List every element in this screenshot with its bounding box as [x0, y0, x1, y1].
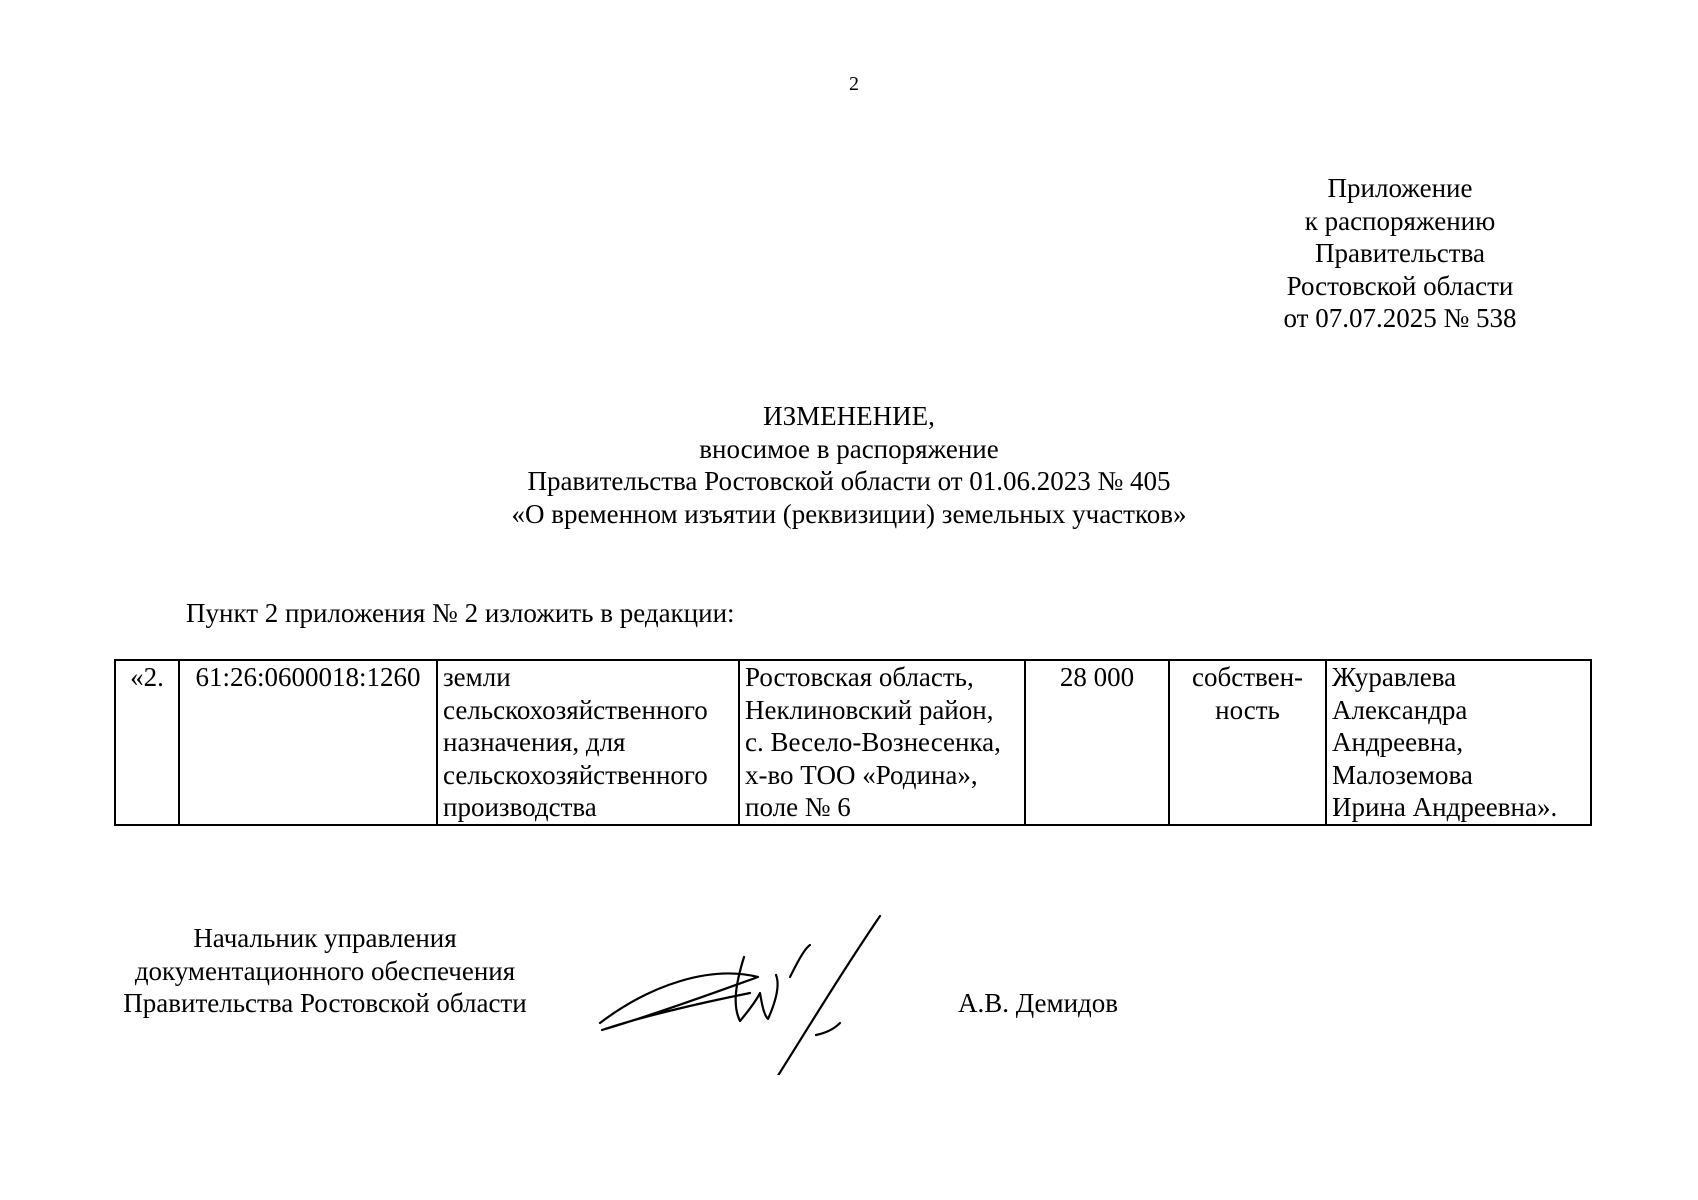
- table-row: [115, 660, 1591, 825]
- cell-line: с. Весело-Вознесенка,: [745, 727, 1001, 757]
- title-heading: ИЗМЕНЕНИЕ,: [763, 401, 935, 431]
- amendment-table: [114, 659, 1592, 826]
- cell-number: «2.: [115, 660, 179, 825]
- cell-right-type: [1169, 660, 1326, 825]
- appendix-block: [1230, 172, 1570, 335]
- signatory-name: А.В. Демидов: [958, 988, 1119, 1018]
- cell-owners: [1326, 660, 1591, 825]
- page-number: 2: [849, 73, 859, 95]
- appendix-line: к распоряжению: [1304, 205, 1496, 236]
- cell-line: Александра: [1332, 694, 1468, 725]
- cell-line: Журавлева: [1332, 662, 1457, 692]
- title-line: вносимое в распоряжение: [699, 433, 999, 464]
- title-line: Правительства Ростовской области от 01.06.2023 № 405: [527, 466, 1171, 496]
- appendix-line: от 07.07.2025 № 538: [1283, 303, 1517, 333]
- signatory-line: Правительства Ростовской области: [123, 988, 527, 1018]
- appendix-line: Ростовской области: [1286, 270, 1514, 301]
- cell-line: назначения, для: [443, 727, 626, 757]
- instruction-text: Пункт 2 приложения № 2 изложить в редакции:: [186, 598, 735, 628]
- cell-line: Малоземова: [1332, 759, 1473, 790]
- cell-address: [739, 660, 1025, 825]
- cell-line: земли: [443, 662, 511, 692]
- signatory-line: Начальник управления: [193, 923, 457, 953]
- cell-line: Неклиновский район,: [745, 694, 994, 725]
- appendix-line: Приложение: [1327, 173, 1473, 203]
- cell-line: сельскохозяйственного: [443, 759, 708, 790]
- cell-line: сельскохозяйственного: [443, 694, 708, 725]
- cell-line: ность: [1215, 694, 1280, 725]
- cell-line: Ирина Андреевна».: [1332, 792, 1558, 822]
- cell-cadastral-number: 61:26:0600018:1260: [179, 660, 437, 825]
- cell-land-category: [437, 660, 739, 825]
- title-line: «О временном изъятии (реквизиции) земельных участков»: [511, 498, 1187, 529]
- handwritten-signature: [590, 905, 890, 1075]
- cell-line: производства: [443, 792, 597, 822]
- signatory-line: документационного обеспечения: [134, 955, 516, 986]
- cell-line: х-во ТОО «Родина»,: [745, 759, 978, 790]
- cell-line: Андреевна,: [1332, 727, 1464, 757]
- signatory-position: [95, 922, 555, 1020]
- cell-line: собствен-: [1191, 662, 1304, 692]
- appendix-line: Правительства: [1315, 238, 1485, 268]
- cell-area: 28 000: [1025, 660, 1169, 825]
- cell-line: Ростовская область,: [745, 662, 974, 692]
- cell-line: поле № 6: [745, 792, 851, 822]
- document-title: [349, 400, 1349, 530]
